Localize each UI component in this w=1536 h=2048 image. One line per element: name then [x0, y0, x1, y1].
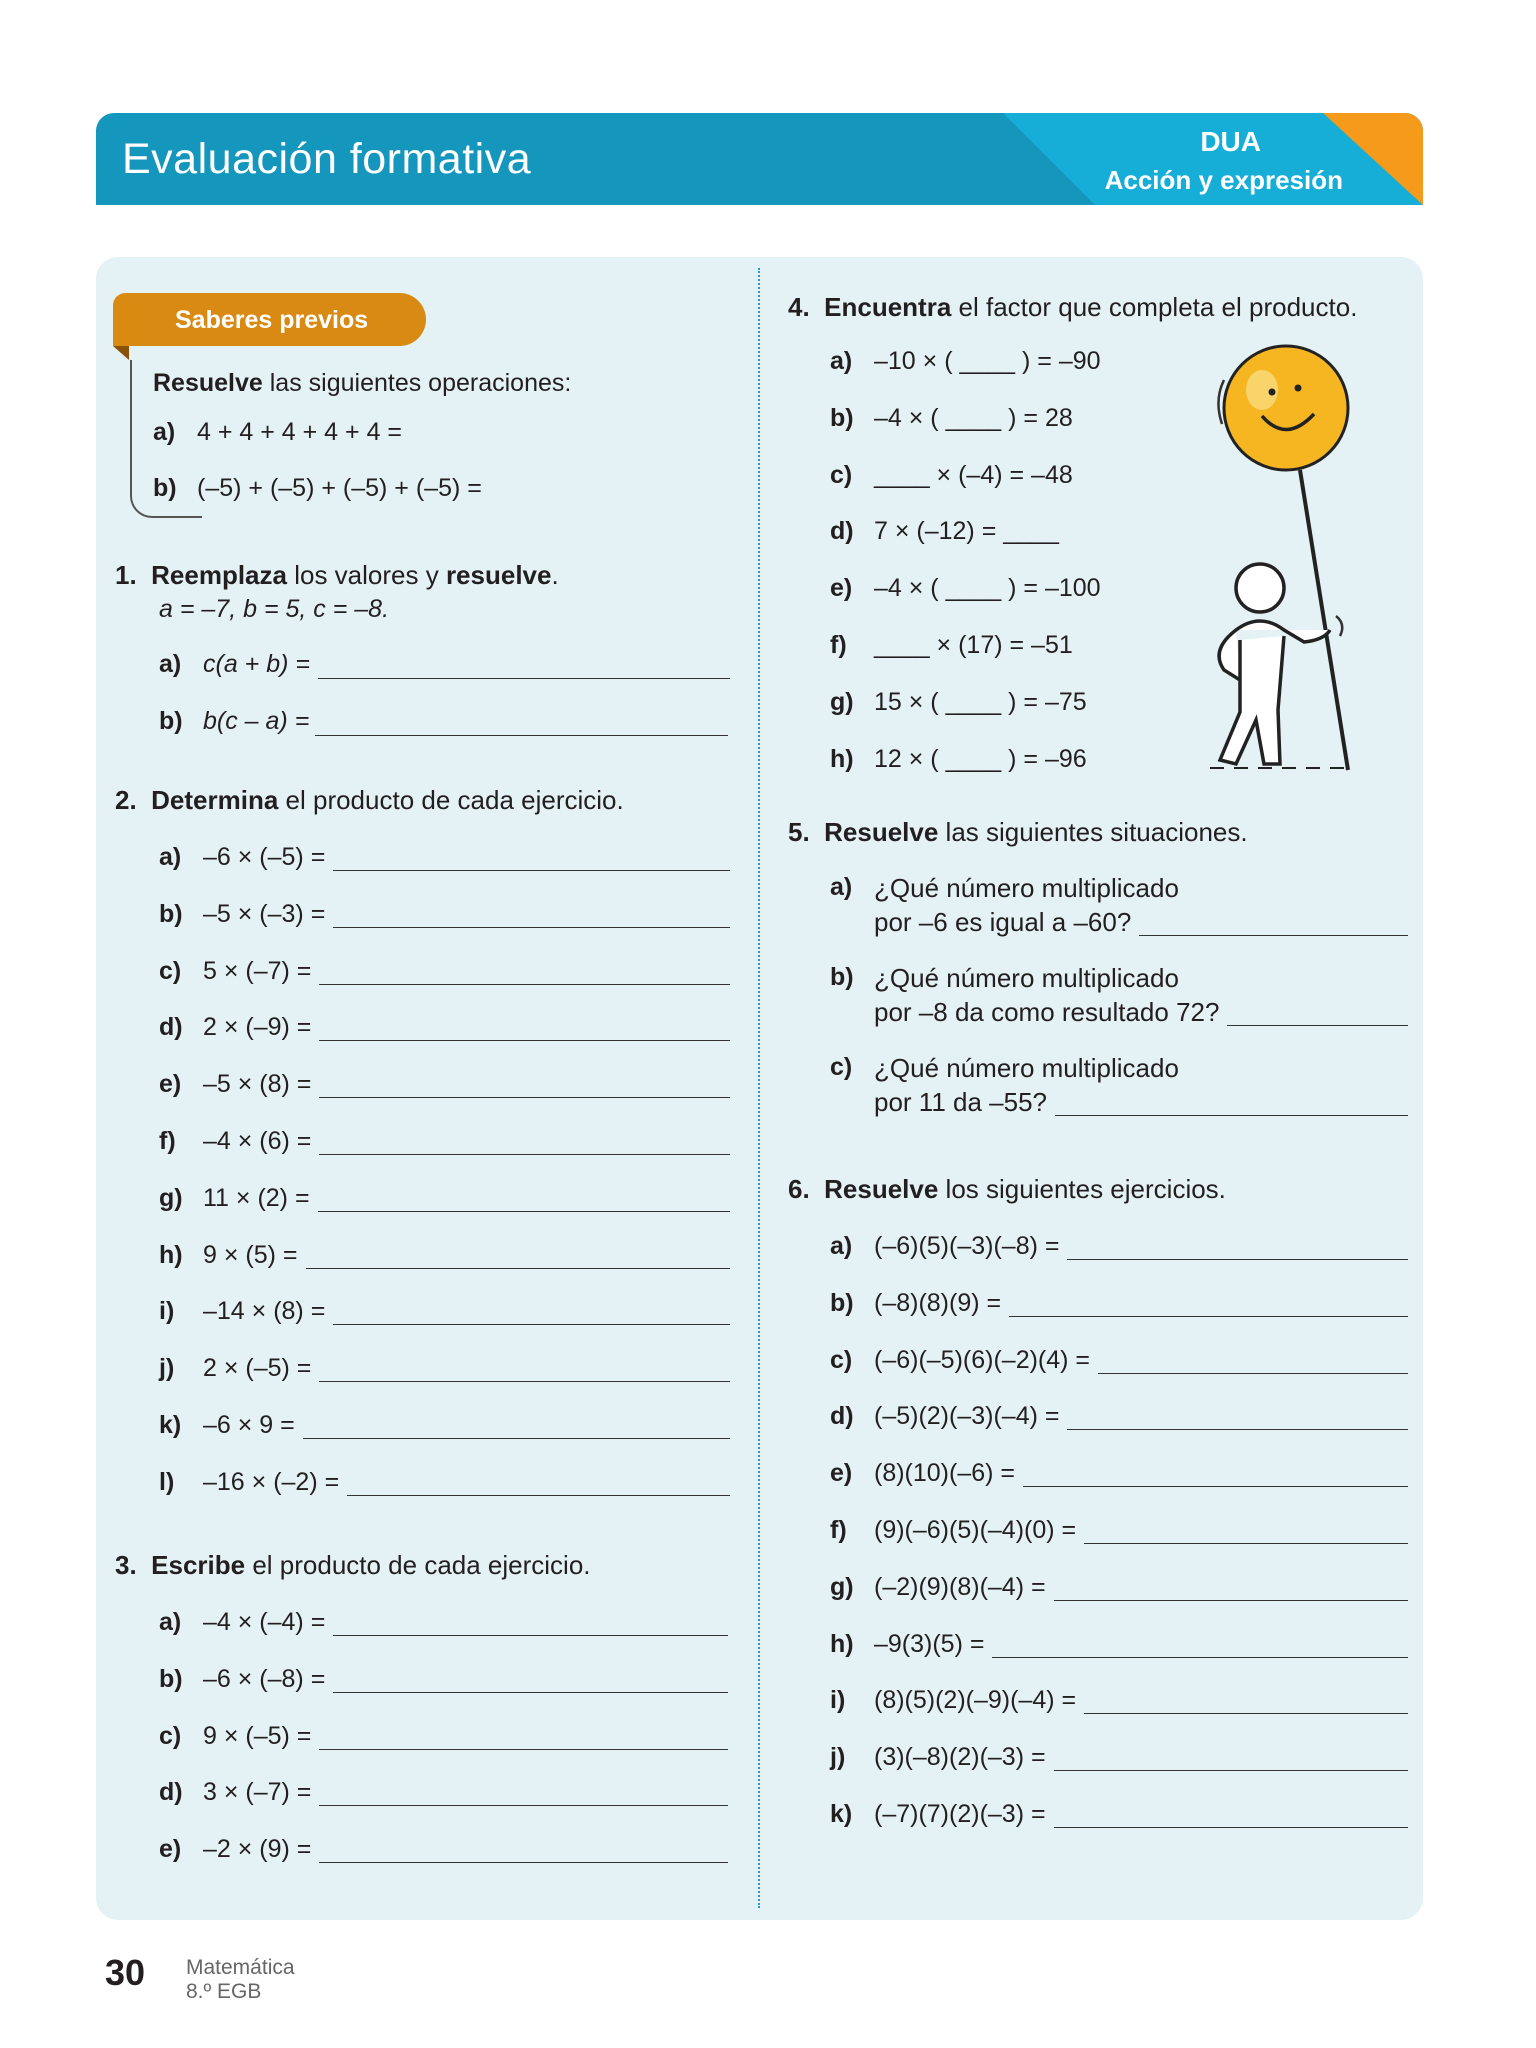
- saberes-instruction: Resuelve las siguientes operaciones:: [153, 369, 572, 397]
- q1-item-a: c(a + b) =: [203, 650, 310, 678]
- q4-label: c): [830, 460, 853, 489]
- q2-item: 2 × (–5) =: [203, 1354, 312, 1383]
- q4-item: –10 × ( ____ ) = –90: [874, 347, 1101, 375]
- q3-label: e): [159, 1835, 182, 1864]
- page-number: 30: [105, 1952, 146, 1993]
- q4-item: ____ × (17) = –51: [874, 631, 1073, 659]
- q6-label: a): [830, 1232, 853, 1260]
- q1-answer-line-b[interactable]: [315, 735, 728, 736]
- q6-item: (–7)(7)(2)(–3) =: [874, 1800, 1046, 1828]
- q2-answer-line[interactable]: [306, 1268, 730, 1269]
- q4-heading: 4. Encuentra el factor que completa el producto.: [788, 292, 1358, 322]
- q6-item: (–6)(5)(–3)(–8) =: [874, 1232, 1060, 1260]
- page-title: Evaluación formativa: [122, 135, 532, 183]
- q2-label: c): [159, 956, 182, 985]
- q2-answer-line[interactable]: [319, 1381, 730, 1382]
- q2-item: –5 × (–3) =: [203, 899, 326, 928]
- person-head-icon: [1236, 564, 1284, 612]
- q3-item: –6 × (–8) =: [203, 1664, 326, 1693]
- q2-item: 11 × (2) =: [203, 1183, 310, 1212]
- saberes-previos-label: Saberes previos: [175, 306, 369, 334]
- saberes-item-b: (–5) + (–5) + (–5) + (–5) =: [197, 474, 482, 502]
- q3-heading: 3. Escribe el producto de cada ejercicio.: [115, 1550, 591, 1580]
- q1-label-b: b): [159, 707, 183, 735]
- q2-heading: 2. Determina el producto de cada ejercicio.: [115, 785, 624, 815]
- q3-answer-line[interactable]: [319, 1805, 728, 1806]
- column-divider: [758, 268, 760, 1908]
- q2-item: 2 × (–9) =: [203, 1013, 312, 1042]
- q4-label: b): [830, 403, 854, 432]
- q1-given-values: a = –7, b = 5, c = –8.: [159, 595, 390, 623]
- q6-item: (–8)(8)(9) =: [874, 1288, 1002, 1317]
- q3-label: b): [159, 1664, 183, 1693]
- q2-label: e): [159, 1070, 182, 1099]
- q2-item: –4 × (6) =: [203, 1127, 312, 1155]
- q3-label: c): [159, 1721, 182, 1750]
- q4-item: –4 × ( ____ ) = –100: [874, 574, 1101, 603]
- q6-label: k): [830, 1800, 853, 1828]
- q6-answer-line[interactable]: [992, 1657, 1408, 1658]
- dua-subtitle: Acción y expresión: [1104, 165, 1343, 195]
- q5-heading: 5. Resuelve las siguientes situaciones.: [788, 817, 1248, 847]
- q6-item: –9(3)(5) =: [874, 1629, 985, 1658]
- q6-item: (8)(5)(2)(–9)(–4) =: [874, 1686, 1077, 1715]
- q3-item: –4 × (–4) =: [203, 1608, 326, 1636]
- q6-label: c): [830, 1345, 853, 1374]
- q3-label: d): [159, 1778, 183, 1807]
- q5-answer-line[interactable]: [1227, 1025, 1408, 1026]
- q4-item: –4 × ( ____ ) = 28: [874, 403, 1073, 432]
- q4-label: h): [830, 744, 854, 773]
- q1-label-a: a): [159, 650, 182, 678]
- q6-answer-line[interactable]: [1054, 1600, 1408, 1601]
- q1-heading: 1. Reemplaza los valores y resuelve.: [115, 560, 559, 590]
- q6-answer-line[interactable]: [1098, 1373, 1408, 1374]
- q6-answer-line[interactable]: [1084, 1713, 1408, 1714]
- q5-item-line1: ¿Qué número multiplicado: [874, 963, 1179, 993]
- q2-label: g): [159, 1183, 183, 1212]
- footer-grade: 8.º EGB: [186, 1980, 262, 2003]
- q2-label: b): [159, 899, 183, 928]
- q2-label: j): [159, 1354, 175, 1383]
- q5-item-line2: por –6 es igual a –60?: [874, 907, 1132, 937]
- q2-label: i): [159, 1297, 175, 1326]
- q2-answer-line[interactable]: [319, 1097, 730, 1098]
- q2-answer-line[interactable]: [333, 870, 730, 871]
- q6-label: f): [830, 1516, 847, 1544]
- q2-label: f): [159, 1127, 176, 1155]
- dua-title: DUA: [1200, 126, 1261, 157]
- q4-item: 15 × ( ____ ) = –75: [874, 687, 1087, 716]
- q6-label: d): [830, 1402, 854, 1431]
- q6-answer-line[interactable]: [1067, 1429, 1408, 1430]
- q2-item: –16 × (–2) =: [203, 1467, 340, 1496]
- q1-answer-line-a[interactable]: [318, 678, 730, 679]
- q2-item: –6 × 9 =: [203, 1411, 295, 1439]
- q3-answer-line[interactable]: [319, 1749, 728, 1750]
- q3-label: a): [159, 1608, 182, 1636]
- q2-label: l): [159, 1467, 175, 1496]
- q2-answer-line[interactable]: [319, 984, 730, 985]
- q3-item: 3 × (–7) =: [203, 1778, 312, 1807]
- q4-label: d): [830, 517, 854, 546]
- q6-heading: 6. Resuelve los siguientes ejercicios.: [788, 1174, 1226, 1204]
- q3-item: 9 × (–5) =: [203, 1721, 312, 1750]
- q5-item-line1: ¿Qué número multiplicado: [874, 1053, 1179, 1083]
- q6-answer-line[interactable]: [1067, 1259, 1408, 1260]
- q6-answer-line[interactable]: [1054, 1770, 1408, 1771]
- q5-item-line1: ¿Qué número multiplicado: [874, 873, 1179, 903]
- saberes-item-a: 4 + 4 + 4 + 4 + 4 =: [197, 418, 403, 446]
- q2-answer-line[interactable]: [333, 1324, 730, 1325]
- q4-item: 12 × ( ____ ) = –96: [874, 744, 1087, 773]
- saberes-label-b: b): [153, 474, 177, 502]
- q5-answer-line[interactable]: [1055, 1115, 1408, 1116]
- q2-item: 9 × (5) =: [203, 1240, 298, 1269]
- q6-label: j): [830, 1743, 846, 1772]
- q2-label: k): [159, 1411, 182, 1439]
- q3-answer-line[interactable]: [333, 1692, 728, 1693]
- q4-label: a): [830, 347, 853, 375]
- saberes-label-a: a): [153, 418, 176, 446]
- q2-label: h): [159, 1240, 183, 1269]
- q6-item: (–5)(2)(–3)(–4) =: [874, 1402, 1060, 1431]
- q6-item: (9)(–6)(5)(–4)(0) =: [874, 1516, 1077, 1544]
- q2-answer-line[interactable]: [319, 1040, 730, 1041]
- q6-answer-line[interactable]: [1084, 1543, 1408, 1544]
- q6-label: g): [830, 1572, 854, 1601]
- q5-item-line2: por –8 da como resultado 72?: [874, 997, 1220, 1027]
- q2-label: d): [159, 1013, 183, 1042]
- q3-answer-line[interactable]: [333, 1635, 728, 1636]
- q2-answer-line[interactable]: [347, 1495, 730, 1496]
- q4-label: f): [830, 631, 847, 659]
- q4-item: 7 × (–12) = ____: [874, 517, 1059, 546]
- q5-answer-line[interactable]: [1139, 935, 1408, 936]
- q2-answer-line[interactable]: [333, 927, 730, 928]
- q5-label: a): [830, 873, 853, 901]
- q1-item-b: b(c – a) =: [203, 707, 310, 735]
- q6-item: (–2)(9)(8)(–4) =: [874, 1572, 1046, 1601]
- q6-label: b): [830, 1288, 854, 1317]
- q5-item-line2: por 11 da –55?: [874, 1087, 1047, 1117]
- q5-label: b): [830, 963, 854, 991]
- q6-answer-line[interactable]: [1009, 1316, 1408, 1317]
- q6-label: i): [830, 1686, 846, 1715]
- q6-item: (–6)(–5)(6)(–2)(4) =: [874, 1345, 1091, 1374]
- q6-answer-line[interactable]: [1054, 1827, 1408, 1828]
- q6-answer-line[interactable]: [1023, 1486, 1408, 1487]
- q2-item: 5 × (–7) =: [203, 956, 312, 985]
- q6-label: h): [830, 1629, 854, 1658]
- q2-answer-line[interactable]: [303, 1438, 730, 1439]
- smiley-balloon-icon: [1224, 346, 1348, 470]
- tab-fold-shape: [113, 346, 129, 360]
- q6-label: e): [830, 1459, 853, 1488]
- q4-label: g): [830, 687, 854, 716]
- q2-label: a): [159, 843, 182, 871]
- q2-answer-line[interactable]: [319, 1154, 730, 1155]
- header-banner: [96, 113, 1423, 205]
- q2-answer-line[interactable]: [318, 1211, 730, 1212]
- q2-item: –6 × (–5) =: [203, 843, 326, 871]
- q2-item: –5 × (8) =: [203, 1070, 312, 1099]
- q6-item: (3)(–8)(2)(–3) =: [874, 1743, 1046, 1772]
- footer-subject: Matemática: [186, 1956, 295, 1979]
- q6-item: (8)(10)(–6) =: [874, 1459, 1016, 1488]
- q3-item: –2 × (9) =: [203, 1835, 312, 1864]
- q2-item: –14 × (8) =: [203, 1297, 326, 1326]
- q4-label: e): [830, 574, 853, 603]
- balloon-figure-illustration: [1200, 340, 1360, 780]
- q3-answer-line[interactable]: [319, 1862, 728, 1863]
- person-body-icon: [1219, 621, 1330, 764]
- q4-item: ____ × (–4) = –48: [874, 460, 1073, 489]
- q5-label: c): [830, 1053, 853, 1081]
